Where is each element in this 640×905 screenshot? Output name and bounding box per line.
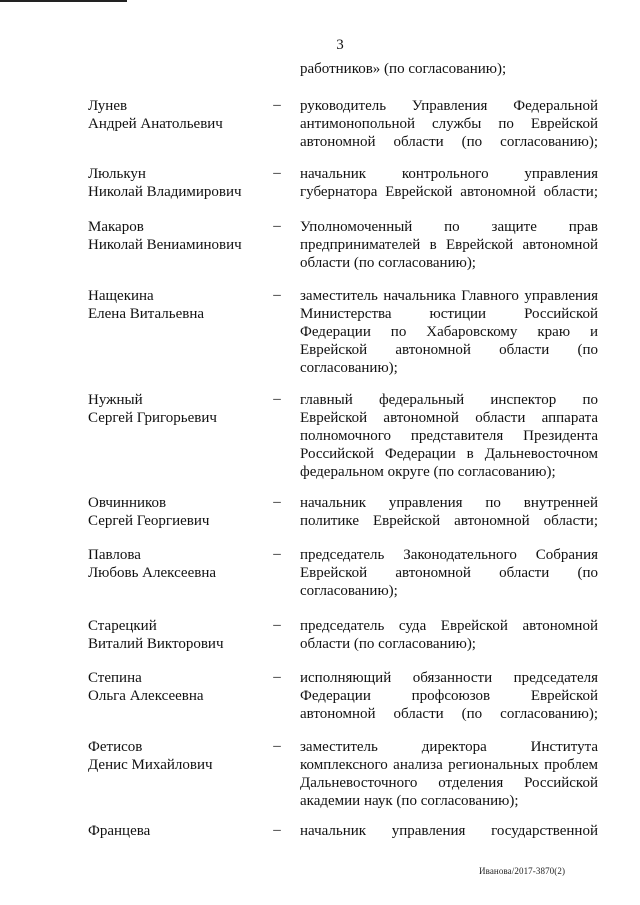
document-reference: Иванова/2017-3870(2) (479, 866, 566, 876)
position-line: автономной области (по согласованию); (300, 134, 598, 150)
member-position (300, 218, 598, 272)
position-line: области (по согласованию); (300, 255, 476, 271)
position-line: губернатора Еврейской автономной области; (300, 184, 598, 200)
member-given-names: Виталий Викторович (88, 636, 224, 652)
member-given-names: Николай Владимирович (88, 184, 242, 200)
member-name (88, 391, 268, 427)
member-position (300, 617, 598, 653)
position-line: предпринимателей в Еврейской автономной (300, 237, 598, 253)
separator-dash: – (273, 287, 281, 303)
member-surname: Макаров (88, 219, 144, 235)
member-surname: Нащекина (88, 288, 154, 304)
member-position (300, 738, 598, 810)
member-given-names: Андрей Анатольевич (88, 116, 223, 132)
member-surname: Францева (88, 823, 151, 839)
member-given-names: Елена Витальевна (88, 306, 205, 322)
position-line: главный федеральный инспектор по (300, 392, 598, 408)
position-line: Еврейской автономной области (по (300, 342, 598, 358)
member-name (88, 822, 268, 840)
member-position (300, 97, 598, 151)
separator-dash: – (273, 822, 281, 838)
member-position (300, 494, 598, 530)
separator-dash: – (273, 494, 281, 510)
position-line: председатель Законодательного Собрания (300, 547, 598, 563)
position-line: согласованию); (300, 583, 398, 599)
member-position (300, 822, 598, 840)
position-line: политике Еврейской автономной области; (300, 513, 598, 529)
member-name (88, 165, 268, 201)
position-line: комплексного анализа региональных проблем (300, 757, 598, 773)
member-surname: Павлова (88, 547, 141, 563)
separator-dash: – (273, 669, 281, 685)
position-line: начальник управления государственной (300, 823, 598, 839)
member-position (300, 287, 598, 377)
member-name (88, 738, 268, 774)
separator-dash: – (273, 391, 281, 407)
position-line: Федерации профсоюзов Еврейской (300, 688, 598, 704)
position-line: председатель суда Еврейской автономной (300, 618, 598, 634)
page-number: 3 (336, 37, 344, 53)
position-line: Уполномоченный по защите прав (300, 219, 598, 235)
member-position (300, 669, 598, 723)
position-line: заместитель начальника Главного управления (300, 288, 598, 304)
member-name (88, 97, 268, 133)
separator-dash: – (273, 165, 281, 181)
position-line: Еврейской автономной области аппарата (300, 410, 598, 426)
member-given-names: Любовь Алексеевна (88, 565, 216, 581)
continuation-text: работников» (по согласованию); (300, 61, 507, 77)
member-position (300, 546, 598, 600)
member-position (300, 165, 598, 201)
position-line: федеральном округе (по согласованию); (300, 464, 556, 480)
member-surname: Нужный (88, 392, 143, 408)
position-line: заместитель директора Института (300, 739, 598, 755)
member-name (88, 494, 268, 530)
separator-dash: – (273, 617, 281, 633)
member-surname: Люлькун (88, 166, 146, 182)
member-surname: Лунев (88, 98, 128, 114)
position-line: автономной области (по согласованию); (300, 706, 598, 722)
position-line: области (по согласованию); (300, 636, 476, 652)
member-surname: Старецкий (88, 618, 157, 634)
member-given-names: Сергей Георгиевич (88, 513, 210, 529)
position-line: Федерации по Хабаровскому краю и (300, 324, 598, 340)
position-line: начальник контрольного управления (300, 166, 598, 182)
position-line: Еврейской автономной области (по (300, 565, 598, 581)
member-given-names: Ольга Алексеевна (88, 688, 204, 704)
separator-dash: – (273, 738, 281, 754)
position-line: Российской Федерации в Дальневосточном (300, 446, 598, 462)
member-name (88, 287, 268, 323)
member-given-names: Сергей Григорьевич (88, 410, 217, 426)
position-line: полномочного представителя Президента (300, 428, 598, 444)
position-line: руководитель Управления Федеральной (300, 98, 598, 114)
member-name (88, 546, 268, 582)
position-line: Министерства юстиции Российской (300, 306, 598, 322)
position-line: антимонопольной службы по Еврейской (300, 116, 598, 132)
member-name (88, 218, 268, 254)
member-surname: Фетисов (88, 739, 143, 755)
separator-dash: – (273, 218, 281, 234)
position-line: академии наук (по согласованию); (300, 793, 519, 809)
member-surname: Степина (88, 670, 142, 686)
member-surname: Овчинников (88, 495, 167, 511)
position-line: начальник управления по внутренней (300, 495, 598, 511)
top-edge-rule (0, 0, 127, 2)
member-position (300, 391, 598, 481)
position-line: исполняющий обязанности председателя (300, 670, 598, 686)
position-line: Дальневосточного отделения Российской (300, 775, 598, 791)
member-given-names: Денис Михайлович (88, 757, 213, 773)
separator-dash: – (273, 546, 281, 562)
separator-dash: – (273, 97, 281, 113)
member-name (88, 669, 268, 705)
member-name (88, 617, 268, 653)
position-line: согласованию); (300, 360, 398, 376)
member-given-names: Николай Вениаминович (88, 237, 242, 253)
